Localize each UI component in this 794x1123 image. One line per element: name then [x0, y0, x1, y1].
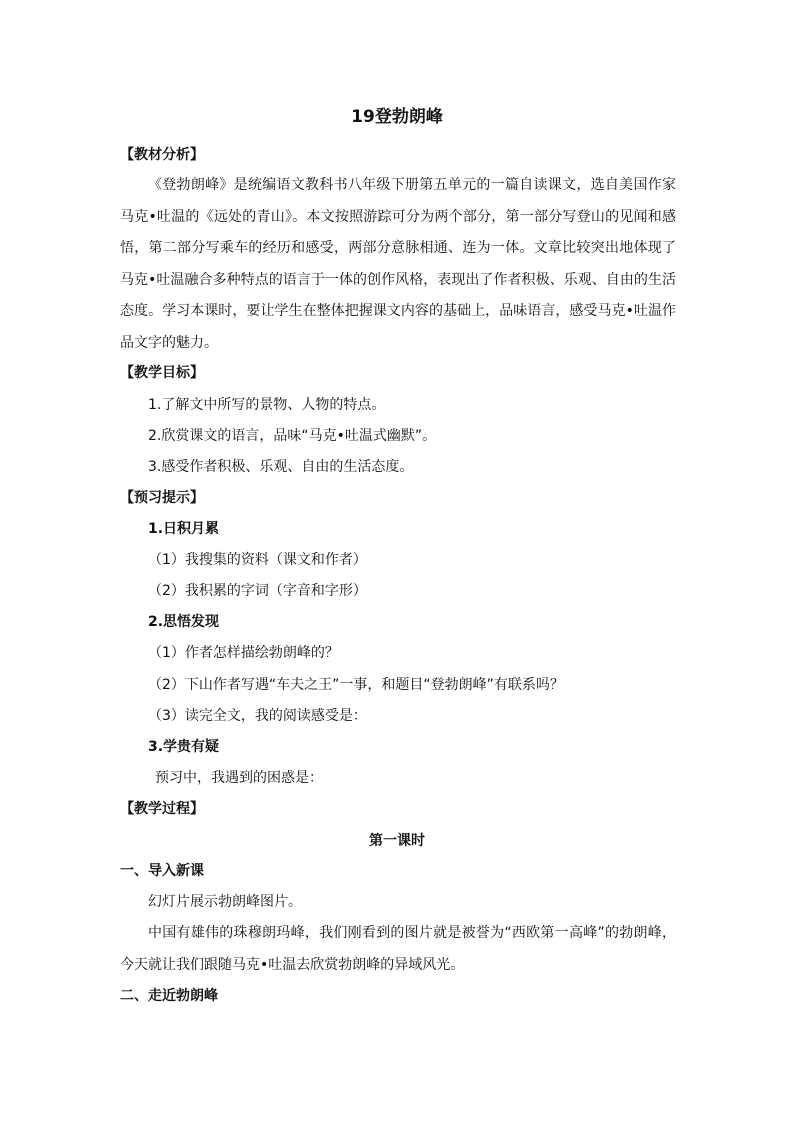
discover-item-1: （1）作者怎样描绘勃朗峰的？ — [148, 645, 339, 661]
part2-heading: 二、走近勃朗峰 — [120, 988, 218, 1004]
preview-sub-accumulate: 1.日积月累 — [148, 521, 220, 537]
lesson-label: 第一课时 — [369, 833, 425, 849]
part1-line1: 幻灯片展示勃朗峰图片。 — [148, 894, 302, 910]
page-title: 19登勃朗峰 — [351, 107, 443, 127]
accumulate-item-2: （2）我积累的字词（字音和字形） — [148, 583, 367, 599]
part1-heading: 一、导入新课 — [120, 863, 204, 879]
question-text: 预习中，我遇到的困惑是： — [155, 770, 323, 786]
heading-teaching-process: 【教学过程】 — [120, 801, 204, 817]
discover-item-3: （3）读完全文，我的阅读感受是： — [148, 708, 367, 724]
preview-sub-discover: 2.思悟发现 — [148, 614, 220, 630]
discover-item-2: （2）下山作者写遇“车夫之王”一事，和题目“登勃朗峰”有联系吗？ — [148, 677, 564, 693]
preview-sub-question: 3.学贵有疑 — [148, 739, 220, 755]
heading-preview-tips: 【预习提示】 — [120, 490, 204, 506]
part1-paragraph: 中国有雄伟的珠穆朗玛峰，我们刚看到的图片就是被誉为“西欧第一高峰”的勃朗峰，今天就让我们跟随马克•吐温去欣赏勃朗峰的异域风光。 — [120, 925, 676, 973]
accumulate-item-1: （1）我搜集的资料（课文和作者） — [148, 552, 367, 568]
textbook-analysis-paragraph: 《登勃朗峰》是统编语文教科书八年级下册第五单元的一篇自读课文，选自美国作家马克•吐温的《远处的青山》。本文按照游踪可分为两个部分，第一部分写登山的见闻和感悟，第二部分写乘车的经历和感受，两部分意脉相通、连为一体。文章比较突出地体现了马克•吐温融合多种特点的语言于一体的创作风格，表现出了作者积极、乐观、自由的生活态度。学习本课时，要让学生在整体把握课文内容的基础上，品味语言，感受马克•吐温作品文字的魅力。 — [120, 177, 676, 351]
heading-teaching-goals: 【教学目标】 — [120, 365, 204, 381]
goal-item-2: 2.欣赏课文的语言，品味“马克•吐温式幽默”。 — [148, 428, 437, 444]
goal-item-1: 1.了解文中所写的景物、人物的特点。 — [148, 397, 386, 413]
goal-item-3: 3.感受作者积极、乐观、自由的生活态度。 — [148, 459, 414, 475]
heading-textbook-analysis: 【教材分析】 — [120, 147, 204, 163]
